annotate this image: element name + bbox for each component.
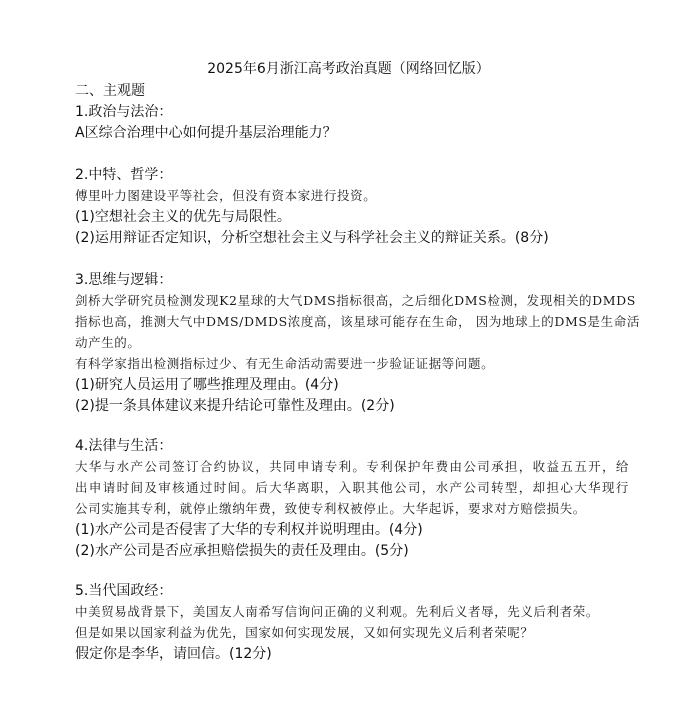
q4-body-line-2: 出申请时间及审核通过时间。后大华离职，入职其他公司，水产公司转型，却担心大华现行 bbox=[75, 480, 629, 495]
q2-heading: 2.中特、哲学： bbox=[75, 167, 173, 183]
q3-body-line-3: 动产生的。 bbox=[75, 335, 141, 350]
q3-subquestion-2: (2)提一条具体建议来提升结论可靠性及理由。(2分) bbox=[75, 398, 395, 414]
q3-body-line-2: 指标也高，推测大气中DMS/DMDS浓度高，该星球可能存在生命， 因为地球上的DMS是生命活 bbox=[75, 314, 640, 329]
q5-heading: 5.当代国政经： bbox=[75, 583, 173, 599]
q2-body: 傅里叶力图建设平等社会，但没有资本家进行投资。 bbox=[75, 188, 377, 203]
q4-body-line-3: 公司实施其专利，就停止缴纳年费，致使专利权被停止。大华起诉，要求对方赔偿损失。 bbox=[75, 501, 586, 516]
q1-text: A区综合治理中心如何提升基层治理能力？ bbox=[75, 125, 337, 141]
q3-body-line-4: 有科学家指出检测指标过少、有无生命活动需要进一步验证证据等问题。 bbox=[75, 356, 495, 371]
q2-subquestion-2: (2)运用辩证否定知识，分析空想社会主义与科学社会主义的辩证关系。(8分) bbox=[75, 230, 549, 246]
q1-heading: 1.政治与法治： bbox=[75, 104, 173, 120]
q5-body-line-1: 中美贸易战背景下，美国友人南希写信询问正确的义利观。先利后义者辱，先义后利者荣。 bbox=[75, 604, 600, 619]
q4-subquestion-1: (1)水产公司是否侵害了大华的专利权并说明理由。(4分) bbox=[75, 522, 423, 538]
q5-task: 假定你是李华，请回信。(12分) bbox=[75, 646, 272, 662]
q3-body-line-1: 剑桥大学研究员检测发现K2星球的大气DMS指标很高，之后细化DMS检测，发现相关的DMDS bbox=[75, 293, 636, 308]
q5-body-line-2: 但是如果以国家利益为优先，国家如何实现发展，又如何实现先义后利者荣呢？ bbox=[75, 625, 534, 640]
q4-subquestion-2: (2)水产公司是否应承担赔偿损失的责任及理由。(5分) bbox=[75, 543, 409, 559]
q4-heading: 4.法律与生活： bbox=[75, 438, 173, 454]
section-heading: 二、主观题 bbox=[75, 83, 145, 99]
document-title: 2025年6月浙江高考政治真题（网络回忆版） bbox=[207, 61, 490, 77]
q4-body-line-1: 大华与水产公司签订合约协议，共同申请专利。专利保护年费由公司承担，收益五五开，给 bbox=[75, 459, 629, 474]
q3-subquestion-1: (1)研究人员运用了哪些推理及理由。(4分) bbox=[75, 377, 339, 393]
q3-heading: 3.思维与逻辑： bbox=[75, 272, 173, 288]
q2-subquestion-1: (1)空想社会主义的优先与局限性。 bbox=[75, 209, 291, 225]
